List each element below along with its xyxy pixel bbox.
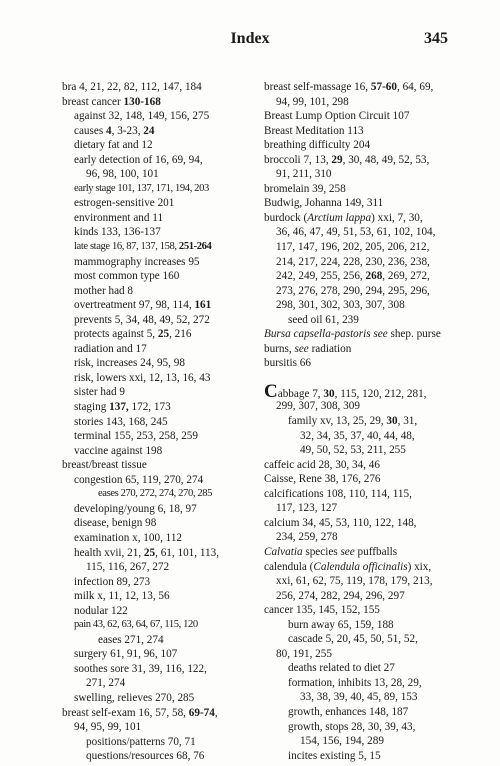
index-subentry xyxy=(62,647,258,662)
index-text: xxi, 61, 62, 75, 119, 178, 179, 213, xyxy=(276,575,433,588)
index-text: 4 xyxy=(106,124,112,137)
index-subentry xyxy=(62,138,258,153)
index-subentry xyxy=(62,749,258,764)
index-text: shep. purse xyxy=(387,328,441,341)
index-text: 30 xyxy=(323,387,335,400)
index-text: 268 xyxy=(365,270,383,283)
index-subentry xyxy=(264,298,464,313)
index-text: Caisse, Rene 38, 176, 276 xyxy=(264,473,381,486)
index-text: pain 43, 62, 63, 64, 67, 115, 120 xyxy=(74,619,198,631)
index-subentry xyxy=(264,574,464,589)
index-subentry xyxy=(264,255,464,270)
index-text: causes xyxy=(74,124,106,137)
index-subentry xyxy=(62,313,258,328)
index-subentry xyxy=(62,124,258,139)
index-subentry xyxy=(62,182,258,197)
index-text: 91, 211, 310 xyxy=(276,168,332,181)
index-entry xyxy=(264,138,464,153)
index-subentry xyxy=(264,632,464,647)
index-subentry xyxy=(264,414,464,429)
index-text: milk x, 11, 12, 13, 56 xyxy=(74,590,170,603)
index-text: 130-168 xyxy=(123,95,161,108)
index-subentry xyxy=(264,284,464,299)
index-entry xyxy=(264,516,464,531)
index-subentry xyxy=(62,676,258,691)
index-subentry xyxy=(264,501,464,516)
index-text: 271, 274 xyxy=(86,677,126,690)
index-text: 80, 191, 255 xyxy=(276,647,332,660)
index-text: 24 xyxy=(143,124,155,137)
index-subentry xyxy=(62,356,258,371)
section-initial: C xyxy=(264,380,278,402)
index-text: , xyxy=(214,706,218,719)
index-text: late stage 16, 87, 137, 158, xyxy=(74,241,179,253)
index-text: see xyxy=(340,545,355,558)
index-subentry xyxy=(264,676,464,691)
index-entry xyxy=(264,472,464,487)
index-subentry xyxy=(62,633,258,648)
index-text: 30 xyxy=(386,415,398,428)
index-text: calendula ( xyxy=(264,560,314,573)
index-text: risk, increases 24, 95, 98 xyxy=(74,357,185,370)
index-text: 299, 307, 308, 309 xyxy=(276,400,360,413)
index-text: 298, 301, 302, 303, 307, 308 xyxy=(276,299,405,312)
index-text: eases 270, 272, 274, 270, 285 xyxy=(98,488,213,500)
index-text: 33, 38, 39, 40, 45, 89, 153 xyxy=(300,691,418,704)
index-text: infection 89, 273 xyxy=(74,575,151,588)
index-subentry xyxy=(264,705,464,720)
index-entry xyxy=(62,80,258,95)
index-text: , 115, 120, 212, 281, xyxy=(334,387,427,400)
index-entry xyxy=(264,153,464,168)
index-text: , 61, 101, 113, xyxy=(155,546,220,559)
index-subentry xyxy=(62,196,258,211)
index-text: , 30, 48, 49, 52, 53, xyxy=(342,153,430,166)
index-text: incites existing 5, 15 xyxy=(288,749,381,762)
index-text: 117, 123, 127 xyxy=(276,502,338,515)
index-subentry xyxy=(62,516,258,531)
section-gap xyxy=(264,371,464,385)
index-text: early detection of 16, 69, 94, xyxy=(74,153,203,166)
index-text: vaccine against 198 xyxy=(74,444,163,457)
index-entry xyxy=(264,380,464,402)
index-subentry xyxy=(62,662,258,677)
index-text: Breast Lump Option Circuit 107 xyxy=(264,110,410,123)
index-entry xyxy=(264,487,464,502)
index-entry xyxy=(264,109,464,124)
index-subentry xyxy=(62,327,258,342)
index-subentry xyxy=(264,720,464,735)
index-text: staging xyxy=(74,401,110,414)
index-subentry xyxy=(264,269,464,284)
index-subentry xyxy=(62,415,258,430)
index-subentry xyxy=(62,385,258,400)
index-text: estrogen-sensitive 201 xyxy=(74,197,175,210)
index-text: , 3-23, xyxy=(111,124,144,137)
index-subentry xyxy=(264,690,464,705)
index-subentry xyxy=(264,167,464,182)
index-text: , 64, 69, xyxy=(396,81,434,93)
index-text: Bursa capsella-pastoris xyxy=(264,328,371,341)
index-entry xyxy=(264,356,464,371)
index-text: 172, 173 xyxy=(128,401,171,414)
index-subentry xyxy=(62,589,258,604)
index-text: 154, 156, 194, 289 xyxy=(300,735,384,748)
index-text: prevents 5, 34, 48, 49, 52, 272 xyxy=(74,313,210,326)
index-text: bromelain 39, 258 xyxy=(264,182,346,195)
index-text: health xvii, 21, xyxy=(74,546,144,559)
index-text: surgery 61, 91, 96, 107 xyxy=(74,648,178,661)
index-text: ) xix, xyxy=(407,560,432,573)
index-entry xyxy=(62,706,258,721)
index-text: broccoli 7, 13, xyxy=(264,153,332,166)
index-entry xyxy=(264,545,464,560)
index-subentry xyxy=(62,720,258,735)
index-entry xyxy=(62,458,258,473)
index-entry xyxy=(264,196,464,211)
index-subentry xyxy=(62,211,258,226)
index-text: breast cancer xyxy=(62,95,124,108)
index-text: terminal 155, 253, 258, 259 xyxy=(74,430,198,443)
index-subentry xyxy=(62,400,258,415)
index-text: protects against 5, xyxy=(74,328,158,341)
index-text: 273, 276, 278, 290, 294, 295, 296, xyxy=(276,284,430,297)
index-entry xyxy=(62,95,258,110)
index-entry xyxy=(264,603,464,618)
index-text: calcifications 108, 110, 114, 115, xyxy=(264,487,412,500)
index-subentry xyxy=(62,153,258,168)
index-text: dietary fat and 12 xyxy=(74,139,153,152)
index-subentry xyxy=(264,240,464,255)
index-text: growth, stops 28, 30, 39, 43, xyxy=(288,720,416,733)
index-text: disease, benign 98 xyxy=(74,517,157,530)
index-subentry xyxy=(264,95,464,110)
index-text: soothes sore 31, 39, 116, 122, xyxy=(74,662,207,675)
index-text: growth, enhances 148, 187 xyxy=(288,705,409,718)
index-text: calcium 34, 45, 53, 110, 122, 148, xyxy=(264,516,417,529)
index-text: questions/resources 68, 76 xyxy=(86,750,205,763)
index-text: 25 xyxy=(157,328,170,341)
index-subentry xyxy=(62,109,258,124)
index-subentry xyxy=(62,444,258,459)
index-entry xyxy=(264,80,464,95)
index-subentry xyxy=(264,530,464,545)
index-text: examination x, 100, 112 xyxy=(74,531,183,544)
index-subentry xyxy=(62,735,258,750)
index-text: deaths related to diet 27 xyxy=(288,662,395,675)
index-text: mammography increases 95 xyxy=(74,255,200,268)
index-entry xyxy=(264,560,464,575)
index-subentry xyxy=(62,269,258,284)
index-text: burdock ( xyxy=(264,211,308,224)
index-text: breast self-exam 16, 57, 58, xyxy=(62,706,189,719)
index-text: bra 4, 21, 22, 82, 112, 147, 184 xyxy=(62,81,202,93)
index-text: stories 143, 168, 245 xyxy=(74,415,168,428)
index-text: burn away 65, 159, 188 xyxy=(288,618,394,631)
index-text: radiation and 17 xyxy=(74,342,147,355)
index-subentry xyxy=(264,225,464,240)
index-text: most common type 160 xyxy=(74,270,180,283)
index-text: , 216 xyxy=(169,328,192,341)
index-entry xyxy=(264,211,464,226)
index-subentry xyxy=(264,618,464,633)
index-column-left xyxy=(62,80,258,764)
index-subentry xyxy=(62,575,258,590)
index-subentry xyxy=(264,647,464,662)
index-text: see xyxy=(294,342,309,355)
index-text: caffeic acid 28, 30, 34, 46 xyxy=(264,458,380,471)
index-text: , 31, xyxy=(397,415,418,428)
index-entry xyxy=(264,342,464,357)
index-text: swelling, relieves 270, 285 xyxy=(74,691,195,704)
index-text: 94, 95, 99, 101 xyxy=(74,721,142,734)
index-text: overtreatment 97, 98, 114, xyxy=(74,299,195,312)
index-subentry xyxy=(264,734,464,749)
index-text: breast self-massage 16, xyxy=(264,81,371,93)
index-text: 242, 249, 255, 256, xyxy=(276,270,366,283)
index-subentry xyxy=(62,298,258,313)
index-text: kinds 133, 136-137 xyxy=(74,226,161,239)
index-text: , 269, 272, xyxy=(382,270,430,283)
index-subentry xyxy=(62,691,258,706)
index-subentry xyxy=(264,399,464,414)
index-subentry xyxy=(264,429,464,444)
index-text: 214, 217, 224, 228, 230, 236, 238, xyxy=(276,255,430,268)
index-text: radiation xyxy=(308,342,352,355)
index-text: 96, 98, 100, 101 xyxy=(86,168,159,181)
index-text: species xyxy=(302,545,341,558)
index-text: eases 271, 274 xyxy=(98,633,164,646)
index-text: Budwig, Johanna 149, 311 xyxy=(264,197,384,210)
index-text: abbage 7, xyxy=(277,387,324,400)
index-subentry xyxy=(62,255,258,270)
index-text: Breast Meditation 113 xyxy=(264,124,364,137)
index-text: 25 xyxy=(143,546,156,559)
index-text: Calvatia xyxy=(264,545,303,558)
index-subentry xyxy=(62,560,258,575)
index-text: 49, 50, 52, 53, 211, 255 xyxy=(300,444,406,457)
index-text: 32, 34, 35, 37, 40, 44, 48, xyxy=(300,429,415,442)
index-text: Arctium lappa xyxy=(307,211,372,224)
index-subentry xyxy=(264,313,464,328)
index-text: burns, xyxy=(264,342,295,355)
index-entry xyxy=(264,182,464,197)
index-subentry xyxy=(62,284,258,299)
index-text: 256, 274, 282, 294, 296, 297 xyxy=(276,589,405,602)
index-subentry xyxy=(62,604,258,619)
index-text: 234, 259, 278 xyxy=(276,531,338,544)
index-text: breathing difficulty 204 xyxy=(264,139,371,152)
index-text: cancer 135, 145, 152, 155 xyxy=(264,604,380,617)
index-text: 161 xyxy=(194,299,212,312)
index-text: Calendula officinalis xyxy=(313,560,408,573)
index-subentry xyxy=(264,661,464,676)
index-text: ) xxi, 7, 30, xyxy=(371,211,423,224)
index-subentry xyxy=(264,749,464,764)
page-number: 345 xyxy=(424,30,448,47)
index-text: developing/young 6, 18, 97 xyxy=(74,502,197,515)
index-subentry xyxy=(62,618,258,633)
index-subentry xyxy=(62,371,258,386)
index-text: puffballs xyxy=(354,545,398,558)
index-column-right xyxy=(264,80,464,763)
index-text: 69-74 xyxy=(188,706,215,719)
index-subentry xyxy=(62,546,258,561)
index-text: 36, 46, 47, 49, 51, 53, 61, 102, 104, xyxy=(276,226,436,239)
index-text: 29 xyxy=(331,153,343,166)
index-text: formation, inhibits 13, 28, 29, xyxy=(288,676,422,689)
index-subentry xyxy=(62,342,258,357)
index-subentry xyxy=(62,167,258,182)
index-subentry xyxy=(62,473,258,488)
index-text: 94, 99, 101, 298 xyxy=(276,95,349,108)
index-text: see xyxy=(373,328,388,341)
index-text: risk, lowers xxi, 12, 13, 16, 43 xyxy=(74,371,211,384)
index-subentry xyxy=(62,531,258,546)
index-text: family xv, 13, 25, 29, xyxy=(288,415,387,428)
index-subentry xyxy=(62,240,258,255)
index-subentry xyxy=(264,443,464,458)
index-text: 57-60 xyxy=(370,81,397,93)
index-text: mother had 8 xyxy=(74,284,134,297)
index-subentry xyxy=(62,502,258,517)
index-text: environment and 11 xyxy=(74,211,164,224)
index-text: bursitis 66 xyxy=(264,357,311,370)
index-entry xyxy=(264,124,464,139)
index-entry xyxy=(264,458,464,473)
index-text: positions/patterns 70, 71 xyxy=(86,735,196,748)
index-text: early stage 101, 137, 171, 194, 203 xyxy=(74,182,209,194)
index-text: sister had 9 xyxy=(74,386,125,399)
index-entry xyxy=(264,327,464,342)
index-text: 251-264 xyxy=(178,241,212,253)
index-text: congestion 65, 119, 270, 274 xyxy=(74,473,204,486)
index-text: 137, xyxy=(109,401,129,414)
index-text: seed oil 61, 239 xyxy=(288,313,359,326)
index-text: 115, 116, 267, 272 xyxy=(86,561,170,574)
index-text: cascade 5, 20, 45, 50, 51, 52, xyxy=(288,633,418,646)
index-text: 117, 147, 196, 202, 205, 206, 212, xyxy=(276,241,430,254)
index-subentry xyxy=(62,225,258,240)
index-text: breast/breast tissue xyxy=(62,459,147,472)
index-subentry xyxy=(264,589,464,604)
index-text: nodular 122 xyxy=(74,604,128,617)
page-title: Index xyxy=(230,30,270,47)
index-text: against 32, 148, 149, 156, 275 xyxy=(74,110,210,123)
index-subentry xyxy=(62,487,258,502)
index-subentry xyxy=(62,429,258,444)
